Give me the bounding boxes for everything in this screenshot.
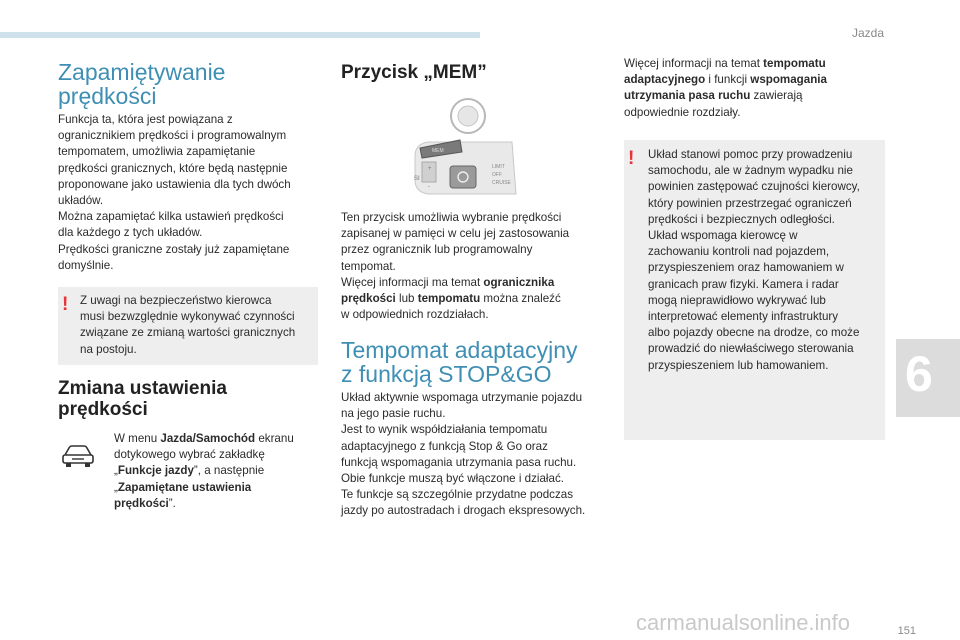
menu-instructions xyxy=(114,431,324,512)
text-line xyxy=(114,431,324,447)
option-name: prędkości xyxy=(114,496,169,510)
header-accent-bar xyxy=(0,32,480,38)
text-span: Więcej informacji na temat xyxy=(624,57,764,70)
text-span: tempomatu xyxy=(763,57,826,70)
title-line: prędkości xyxy=(58,83,157,109)
warning-icon: ! xyxy=(628,148,635,169)
text-line: zachowaniu kontroli nad pojazdem, xyxy=(648,245,830,259)
text-line: powinien zastępować czujności kierowcy, xyxy=(648,180,860,194)
section-title-acc xyxy=(341,338,578,386)
text-span: i funkcji xyxy=(705,73,751,87)
warning-icon: ! xyxy=(62,294,69,315)
text-line: na jego pasie ruchu. xyxy=(341,407,446,421)
text-line: Z uwagi na bezpieczeństwo kierowca xyxy=(80,294,272,307)
text-span: Więcej informacji ma temat xyxy=(341,275,484,289)
text-line: Jest to wynik współdziałania tempomatu xyxy=(341,423,548,437)
text-line xyxy=(341,275,611,291)
text-line: Prędkości graniczne zostały już zapamiętane xyxy=(58,242,290,256)
lever-label-off: OFF xyxy=(492,172,502,178)
text-span: „ xyxy=(114,480,118,494)
text-line: dla każdego z tych układów. xyxy=(58,226,203,240)
text-line: w odpowiednich rozdziałach. xyxy=(341,308,489,322)
text-line: Układ aktywnie wspomaga utrzymanie pojazdu xyxy=(341,391,583,404)
text-line: prędkości i bezpiecznych odległości. xyxy=(648,212,835,226)
title-line: Zmiana ustawienia xyxy=(58,378,227,399)
text-line: samochodu, ale w żadnym wypadku nie xyxy=(648,164,853,178)
text-span: ekranu xyxy=(255,432,294,445)
section-title-mem: Przycisk „MEM” xyxy=(341,62,487,83)
title-line: z funkcją STOP&GO xyxy=(341,361,552,387)
section-name: Jazda xyxy=(851,26,884,40)
tab-name: Funkcje jazdy xyxy=(117,464,194,478)
chapter-number: 6 xyxy=(905,346,933,402)
text-line: Układ stanowi pomoc przy prowadzeniu xyxy=(648,148,853,161)
warning-text xyxy=(648,147,884,374)
text-line: prowadzić do niewłaściwego sterowania xyxy=(648,342,854,356)
text-line xyxy=(114,496,324,512)
text-span: wspomagania xyxy=(750,73,827,87)
text-span: adaptacyjnego xyxy=(624,73,706,87)
text-line: ogranicznikiem prędkości i programowalnym xyxy=(58,129,287,143)
text-line xyxy=(624,88,886,104)
memory-paragraph xyxy=(58,112,320,274)
section-title-memory xyxy=(58,60,225,108)
text-line xyxy=(624,72,886,88)
menu-path: Jazda/Samochód xyxy=(160,432,256,445)
text-span: zawierają xyxy=(750,89,803,103)
text-line: mogą nieprawidłowo wykrywać lub xyxy=(648,293,826,307)
text-line: dotykowego wybrać zakładkę xyxy=(114,448,265,462)
text-span: lub xyxy=(395,292,418,306)
text-line xyxy=(341,291,611,307)
text-line: Obie funkcje muszą być włączone i działać. xyxy=(341,472,564,486)
title-line: prędkości xyxy=(58,399,148,420)
text-line: przyspieszeniem lub hamowaniem. xyxy=(648,358,829,372)
text-line: Układ wspomaga kierowcę w xyxy=(648,229,798,243)
text-line xyxy=(624,56,886,72)
more-info-paragraph xyxy=(624,56,886,121)
text-span: utrzymania pasa ruchu xyxy=(624,89,751,103)
text-line: interpretować elementy infrastruktury xyxy=(648,310,839,324)
text-span: tempomatu xyxy=(417,292,481,306)
car-icon xyxy=(60,443,96,469)
title-line: Zapamiętywanie xyxy=(58,59,226,85)
text-line: przyspieszeniem oraz hamowaniem w xyxy=(648,261,844,275)
section-title-change xyxy=(58,378,227,420)
page-number: 151 xyxy=(897,625,916,637)
text-line: Funkcja ta, która jest powiązana z xyxy=(58,113,233,126)
lever-label-limit: LIMIT xyxy=(492,164,505,170)
text-span: ogranicznika xyxy=(483,275,555,289)
text-span: „ xyxy=(114,464,118,478)
text-line: tempomat. xyxy=(341,259,396,273)
title-line: Tempomat adaptacyjny xyxy=(341,337,578,363)
text-line: zapisanej w pamięci w celu jej zastosowania xyxy=(341,227,570,241)
text-line: odpowiednie rozdziały. xyxy=(624,105,741,119)
text-span: ”, a następnie xyxy=(193,464,265,478)
text-line: Te funkcje są szczególnie przydatne podczas xyxy=(341,488,574,502)
text-line: na postoju. xyxy=(80,342,137,356)
text-line: związane ze zmianą wartości granicznych xyxy=(80,326,296,340)
lever-label-mem: MEM xyxy=(432,148,444,154)
mem-paragraph xyxy=(341,210,611,323)
text-line: domyślnie. xyxy=(58,258,114,272)
text-line: albo pojazdy obecne na drodze, co może xyxy=(648,326,860,340)
option-name: Zapamiętane ustawienia xyxy=(117,480,252,494)
text-line: prędkości granicznych, które będą następnie xyxy=(58,161,288,175)
text-span: prędkości xyxy=(341,292,396,306)
text-line: Można zapamiętać kilka ustawień prędkości xyxy=(58,210,284,224)
text-line: granicach praw fizyki. Kamera i radar xyxy=(648,277,839,291)
text-line: funkcją wspomagania utrzymania pasa ruchu. xyxy=(341,455,577,469)
text-span: można znaleźć xyxy=(480,292,561,306)
text-line: przez ogranicznik lub programowalny xyxy=(341,243,533,257)
mem-lever-illustration xyxy=(412,96,524,198)
text-line xyxy=(114,463,324,479)
text-span: W menu xyxy=(114,432,161,445)
text-line: jazdy po autostradach i drogach ekspresowych. xyxy=(341,504,586,518)
text-line: układów. xyxy=(58,194,104,208)
acc-paragraph xyxy=(341,390,616,520)
lever-label-si: SI xyxy=(414,176,420,182)
watermark: carmanualsonline.info xyxy=(636,610,851,635)
lever-label-cruise: CRUISE xyxy=(492,180,511,186)
text-line: który powinien przestrzegać ograniczeń xyxy=(648,196,852,210)
text-line: tempomatem, umożliwia zapamiętanie xyxy=(58,145,256,159)
text-span: ”. xyxy=(168,496,176,510)
text-line: musi bezwzględnie wykonywać czynności xyxy=(80,310,295,324)
text-line: Ten przycisk umożliwia wybranie prędkości xyxy=(341,211,562,224)
warning-text xyxy=(80,293,316,358)
lever-label-plus: + xyxy=(428,166,432,172)
lever-label-minus: - xyxy=(428,184,430,190)
text-line: proponowane jako ustawienia dla tych dwóch xyxy=(58,177,291,191)
text-line xyxy=(114,480,324,496)
text-line: adaptacyjnego z funkcją Stop & Go oraz xyxy=(341,439,548,453)
